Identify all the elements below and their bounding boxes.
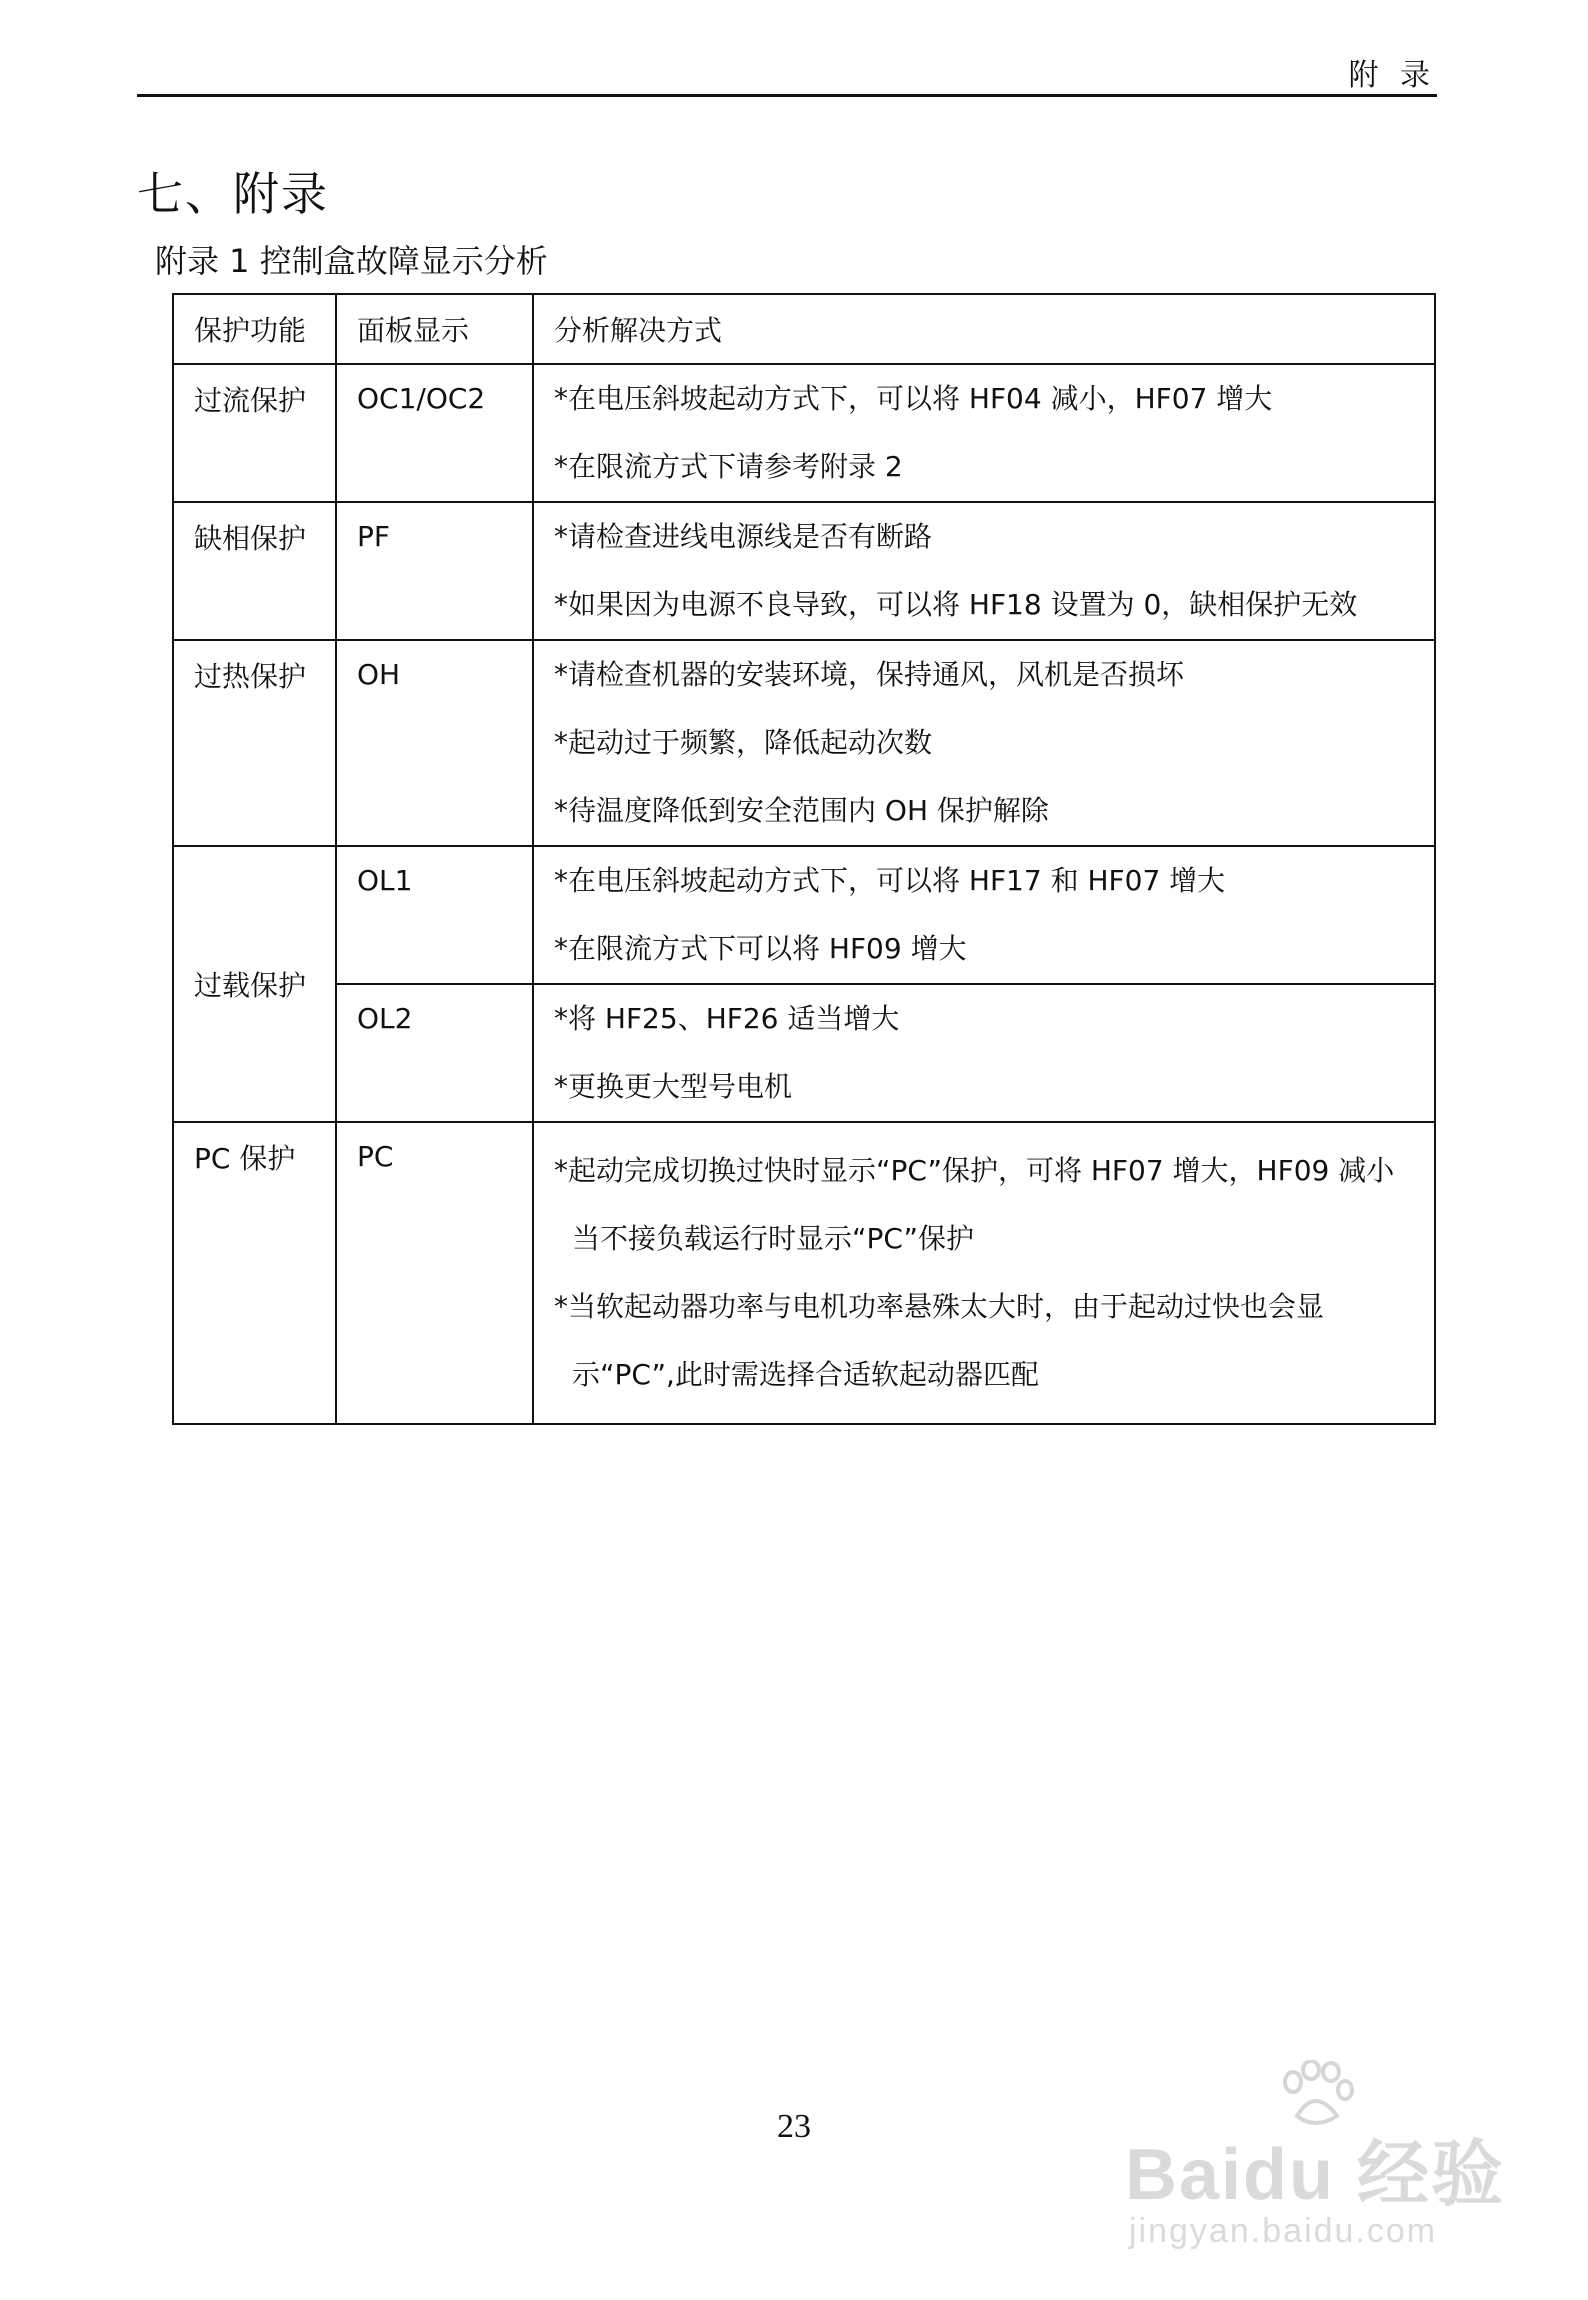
- appendix-subtitle: 附录 1 控制盒故障显示分析: [155, 242, 548, 280]
- page-number: 23: [777, 2108, 811, 2145]
- column-header-solution: 分析解决方式: [533, 294, 1435, 364]
- table-row-overload-ol2: [173, 984, 1435, 1122]
- solution-line: *当软起动器功率与电机功率悬殊太大时，由于起动过快也会显示“PC”,此时需选择合适软起动器匹配: [554, 1290, 1325, 1391]
- table-header-row: [173, 294, 1435, 364]
- panel-display-code: PC: [357, 1140, 394, 1173]
- table-row-pc: [173, 1122, 1435, 1424]
- protection-function-cell: PC 保护: [173, 1122, 336, 1424]
- running-header-title: 附 录: [1348, 58, 1436, 93]
- watermark-logo-text: Baidu 经验: [1125, 2135, 1506, 2215]
- solution-line: *在电压斜坡起动方式下，可以将 HF17 和 HF07 增大: [554, 864, 1226, 897]
- protection-function-cell: 过热保护: [173, 640, 336, 846]
- solution-line: *如果因为电源不良导致，可以将 HF18 设置为 0，缺相保护无效: [554, 588, 1358, 621]
- solution-cell: [533, 1122, 1435, 1424]
- solution-line: *待温度降低到安全范围内 OH 保护解除: [554, 794, 1049, 827]
- table-row-overheat: [173, 640, 1435, 846]
- solution-line: *在限流方式下请参考附录 2: [554, 450, 903, 483]
- panel-display-code: OH: [357, 658, 401, 691]
- panel-display-cell: [336, 846, 533, 984]
- panel-display-cell: [336, 502, 533, 640]
- solution-line: *在电压斜坡起动方式下，可以将 HF04 减小，HF07 增大: [554, 382, 1273, 415]
- panel-display-code: OC1/OC2: [357, 382, 486, 415]
- solution-line: *请检查机器的安装环境，保持通风，风机是否损坏: [554, 658, 1185, 691]
- panel-display-code: PF: [357, 520, 390, 553]
- protection-function-cell: 缺相保护: [173, 502, 336, 640]
- protection-function-cell: 过流保护: [173, 364, 336, 502]
- baidu-watermark: [1125, 2060, 1515, 2260]
- table-row-overload-ol1: [173, 846, 1435, 984]
- panel-display-cell: [336, 1122, 533, 1424]
- watermark-url: jingyan.baidu.com: [1129, 2212, 1438, 2250]
- solution-line: *起动完成切换过快时显示“PC”保护，可将 HF07 增大，HF09 减小当不接负载运行时显示“PC”保护: [554, 1154, 1395, 1255]
- column-header-display: 面板显示: [336, 294, 533, 364]
- panel-display-cell: [336, 984, 533, 1122]
- fault-analysis-table: [172, 293, 1436, 1425]
- panel-display-cell: [336, 364, 533, 502]
- table-row-overcurrent: [173, 364, 1435, 502]
- solution-cell: [533, 846, 1435, 984]
- solution-line: *更换更大型号电机: [554, 1070, 793, 1103]
- solution-cell: [533, 984, 1435, 1122]
- solution-line: *在限流方式下可以将 HF09 增大: [554, 932, 967, 965]
- panel-display-code: OL2: [357, 1002, 413, 1035]
- solution-cell: [533, 502, 1435, 640]
- header-rule: [137, 94, 1437, 97]
- panel-display-code: OL1: [357, 864, 413, 897]
- solution-cell: [533, 640, 1435, 846]
- solution-line: *起动过于频繁，降低起动次数: [554, 726, 933, 759]
- section-title: 七、附录: [137, 167, 329, 221]
- column-header-function: 保护功能: [173, 294, 336, 364]
- solution-line: *请检查进线电源线是否有断路: [554, 520, 933, 553]
- table-row-phase-loss: [173, 502, 1435, 640]
- panel-display-cell: [336, 640, 533, 846]
- solution-cell: [533, 364, 1435, 502]
- solution-line: *将 HF25、HF26 适当增大: [554, 1002, 900, 1035]
- protection-function-cell: 过载保护: [173, 846, 336, 1122]
